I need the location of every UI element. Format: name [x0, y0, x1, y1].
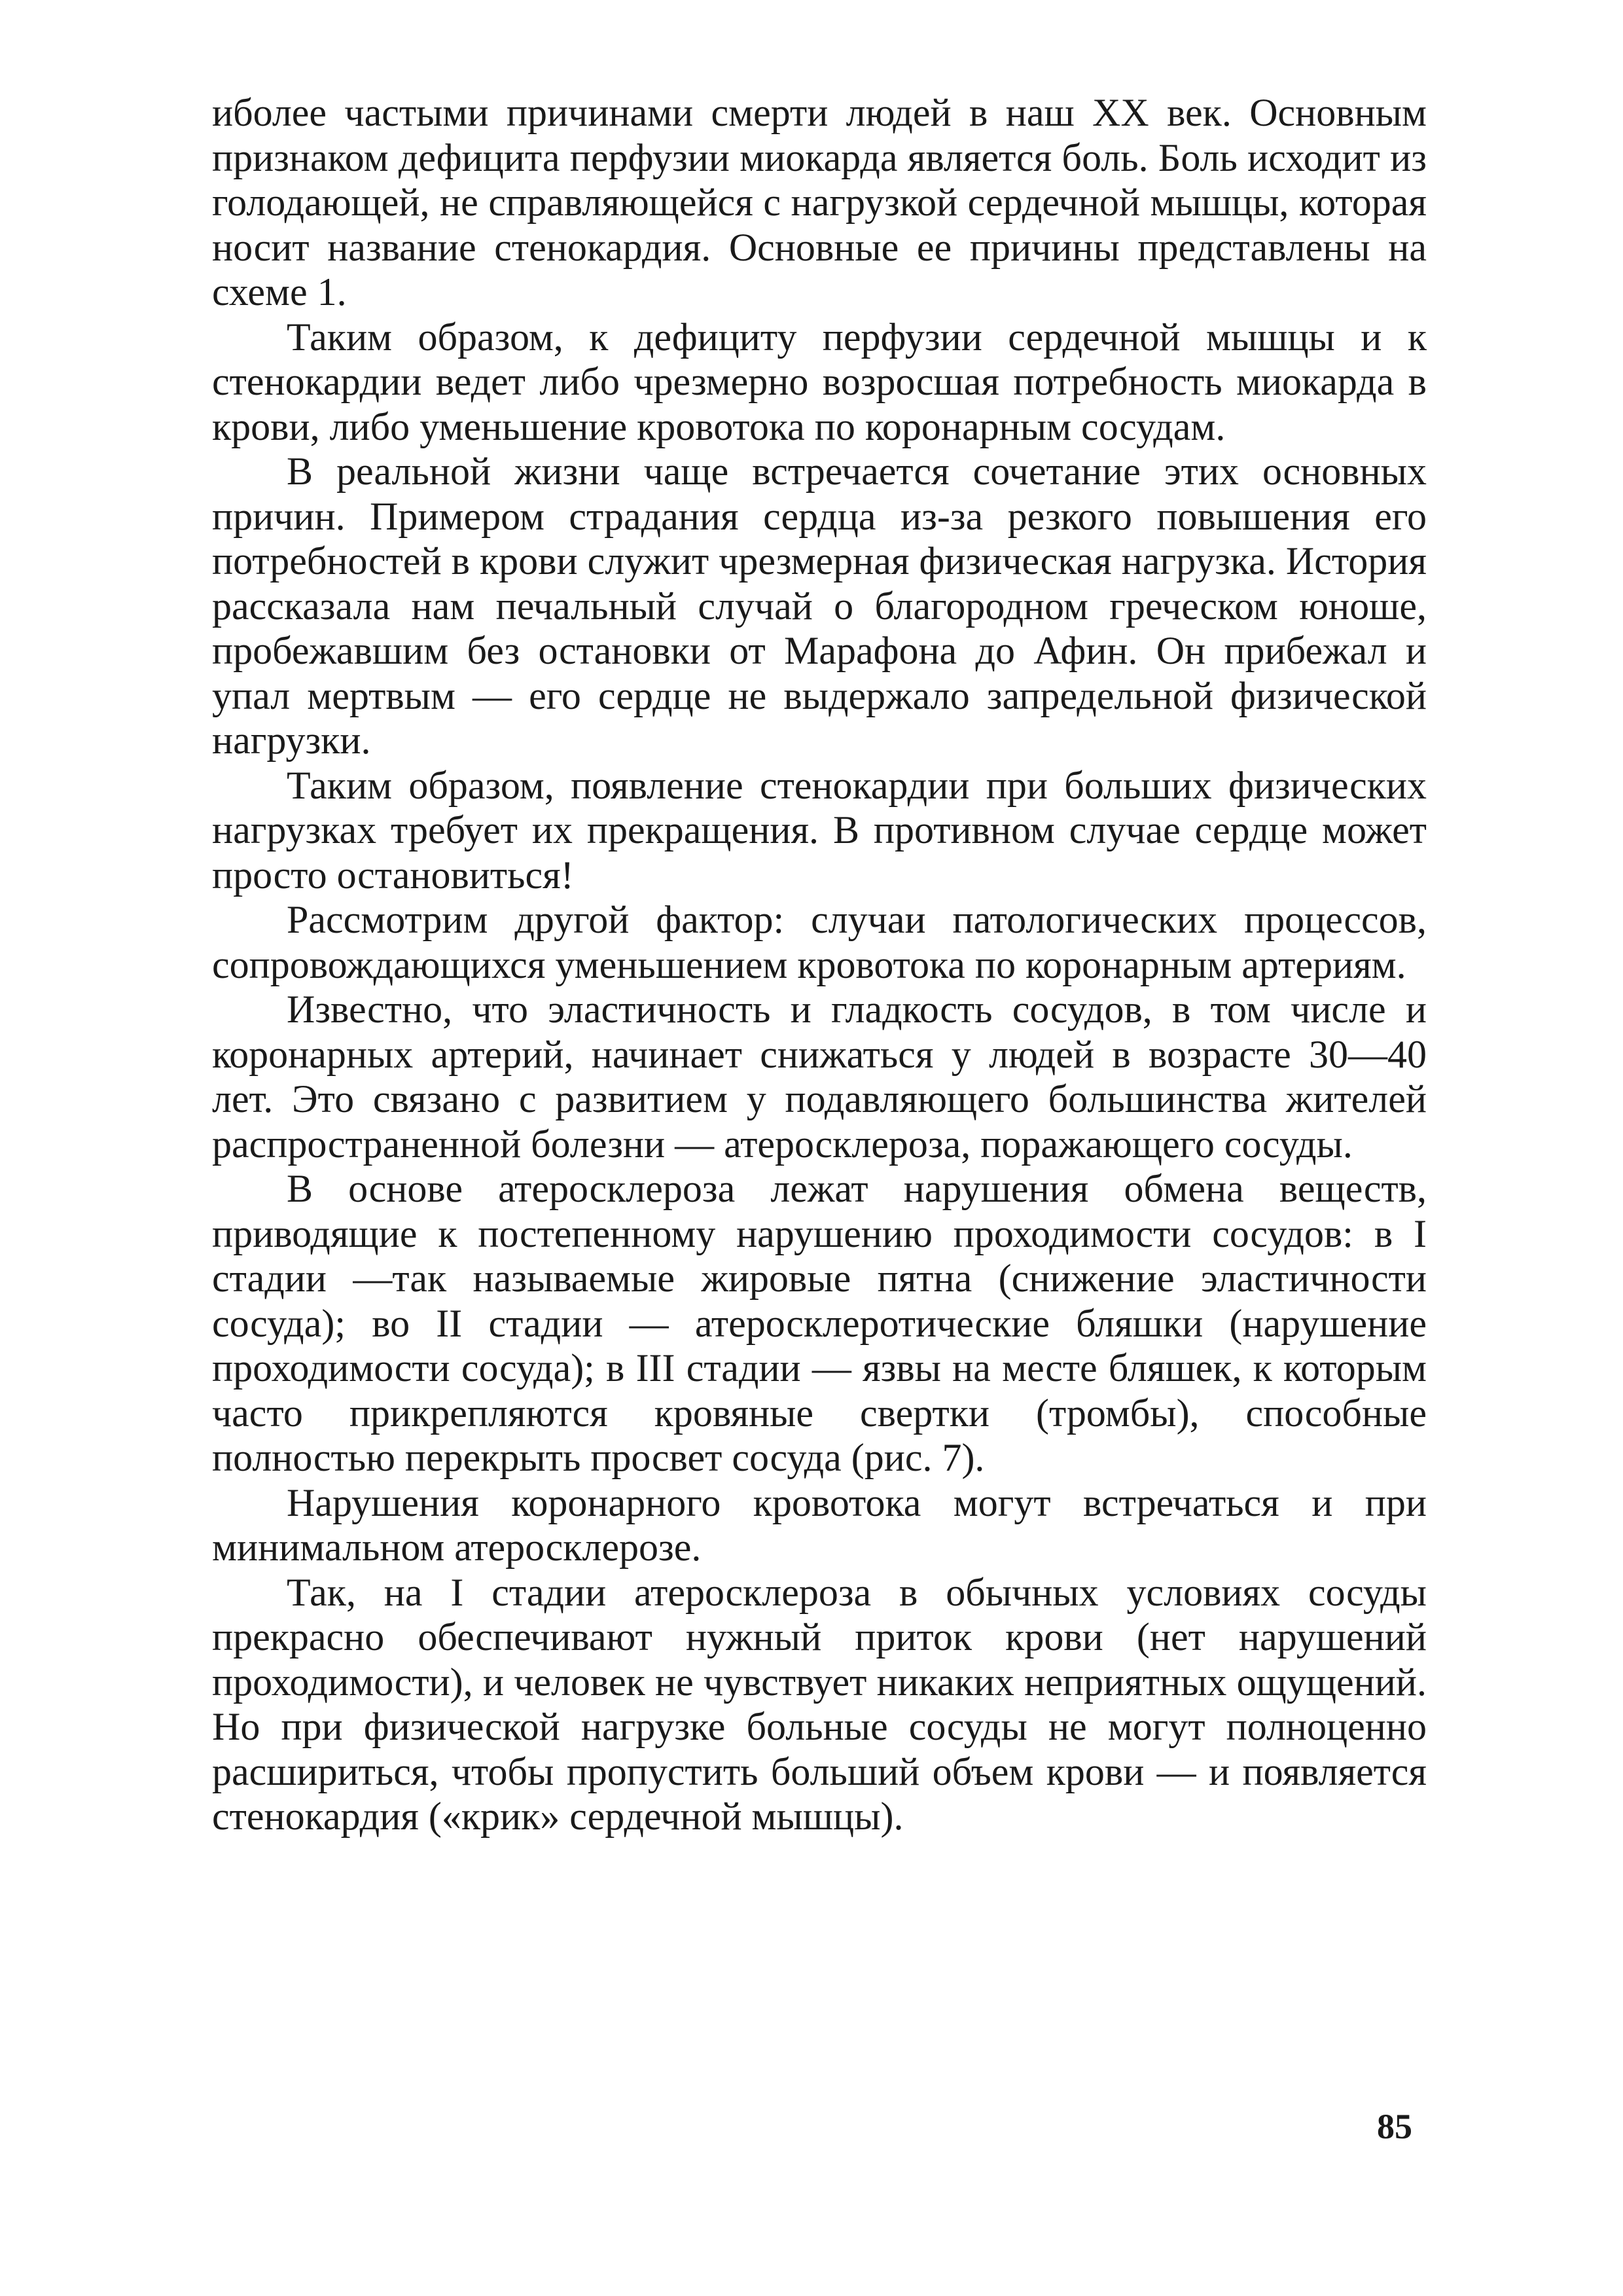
body-text — [212, 90, 1427, 1839]
paragraph-1: иболее частыми причинами смерти людей в наш XX век. Основным признаком дефицита перфузии миокарда является боль. Боль исходит из голодающей, не справляющейся с нагрузкой сердечной мышцы, которая носит название стенокардия. Основные ее причины представлены на схеме 1. — [212, 91, 1427, 314]
paragraph-3: В реальной жизни чаще встречается сочетание этих основных причин. Примером страдания сердца из-за резкого повышения его потребностей в крови служит чрезмерная физическая нагрузка. История рассказала нам печальный случай о благородном греческом юноше, пробежавшим без остановки от Марафона до Афин. Он прибежал и упал мертвым — его сердце не выдержало запредельной физической нагрузки. — [212, 450, 1427, 762]
paragraph-4: Таким образом, появление стенокардии при больших физических нагрузках требует их прекращения. В противном случае сердце может просто остановиться! — [212, 763, 1427, 897]
page-number: 85 — [1377, 2107, 1412, 2146]
paragraph-2: Таким образом, к дефициту перфузии сердечной мышцы и к стенокардии ведет либо чрезмерно возросшая потребность миокарда в крови, либо уменьшение кровотока по коронарным сосудам. — [212, 315, 1427, 448]
paragraph-6: Известно, что эластичность и гладкость сосудов, в том числе и коронарных артерий, начинает снижаться у людей в возрасте 30—40 лет. Это связано с развитием у подавляющего большинства жителей распространенной болезни — атеросклероза, поражающего сосуды. — [212, 988, 1427, 1166]
paragraph-8: Нарушения коронарного кровотока могут встречаться и при минимальном атеросклерозе. — [212, 1480, 1427, 1569]
paragraph-7: В основе атеросклероза лежат нарушения обмена веществ, приводящие к постепенному нарушению проходимости сосудов: в I стадии —так называемые жировые пятна (снижение эластичности сосуда); во II стадии — атеросклеротические бляшки (нарушение проходимости сосуда); в III стадии — язвы на месте бляшек, к которым часто прикрепляются кровяные свертки (тромбы), способные полностью перекрыть просвет сосуда (рис. 7). — [212, 1167, 1427, 1479]
paragraph-9: Так, на I стадии атеросклероза в обычных условиях сосуды прекрасно обеспечивают нужный приток крови (нет нарушений проходимости), и человек не чувствует никаких неприятных ощущений. Но при физической нагрузке больные сосуды не могут полноценно расшириться, чтобы пропустить больший объем крови — и появляется стенокардия («крик» сердечной мышцы). — [212, 1570, 1427, 1838]
paragraph-5: Рассмотрим другой фактор: случаи патологических процессов, сопровождающихся уменьшением кровотока по коронарным артериям. — [212, 898, 1427, 986]
